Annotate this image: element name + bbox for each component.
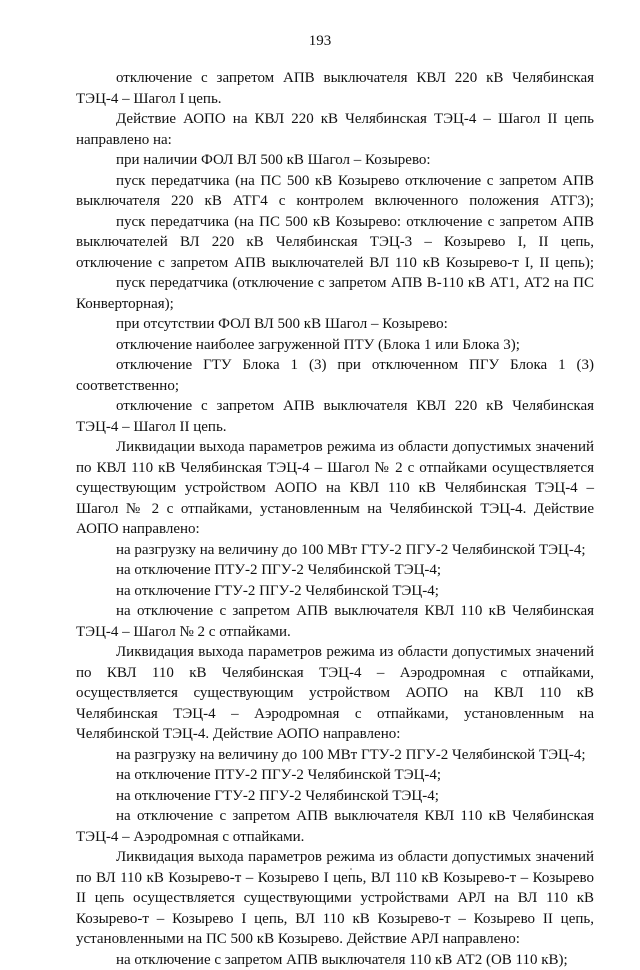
document-body — [76, 68, 594, 970]
text-line: ТЭЦ-4 – Аэродромная с отпайками. — [76, 827, 594, 848]
text-line: II цепь осуществляется существующими устройствами АРЛ на ВЛ 110 кВ — [76, 888, 594, 909]
text-line: на отключение с запретом АПВ выключателя КВЛ 110 кВ Челябинская — [76, 806, 594, 827]
text-line: ТЭЦ-4 – Шагол № 2 с отпайками. — [76, 622, 594, 643]
text-line: Козырево-т – Козырево I цепь, ВЛ 110 кВ Козырево-т – Козырево II цепь, — [76, 909, 594, 930]
text-line: при отсутствии ФОЛ ВЛ 500 кВ Шагол – Козырево: — [76, 314, 594, 335]
text-line: на отключение с запретом АПВ выключателя КВЛ 110 кВ Челябинская — [76, 601, 594, 622]
text-line: направлено на: — [76, 130, 594, 151]
text-line: Челябинская ТЭЦ-4 – Аэродромная с отпайками, установленным на — [76, 704, 594, 725]
page-number: 193 — [0, 33, 640, 50]
text-line: на отключение ГТУ-2 ПГУ-2 Челябинской ТЭЦ-4; — [76, 786, 594, 807]
text-line: Ликвидация выхода параметров режима из области допустимых значений — [76, 642, 594, 663]
text-line: по ВЛ 110 кВ Козырево-т – Козырево I цепь, ВЛ 110 кВ Козырево-т – Козырево — [76, 868, 594, 889]
text-line: пуск передатчика (на ПС 500 кВ Козырево: отключение с запретом АПВ — [76, 212, 594, 233]
text-line: существующим устройством АОПО на КВЛ 110 кВ Челябинская ТЭЦ-4 – — [76, 478, 594, 499]
text-line: отключение наиболее загруженной ПТУ (Блока 1 или Блока 3); — [76, 335, 594, 356]
text-line: пуск передатчика (отключение с запретом АПВ В-110 кВ АТ1, АТ2 на ПС — [76, 273, 594, 294]
text-line: соответственно; — [76, 376, 594, 397]
text-line: на отключение ПТУ-2 ПГУ-2 Челябинской ТЭЦ-4; — [76, 765, 594, 786]
text-line: отключение с запретом АПВ выключателя КВЛ 220 кВ Челябинская — [76, 68, 594, 89]
text-line: выключателя 220 кВ АТГ4 с контролем включенного положения АТГ3); — [76, 191, 594, 212]
text-line: Конверторная); — [76, 294, 594, 315]
text-line: осуществляется существующим устройством АОПО на КВЛ 110 кВ — [76, 683, 594, 704]
text-line: Шагол № 2 с отпайками, установленным на Челябинской ТЭЦ-4. Действие — [76, 499, 594, 520]
text-line: на разгрузку на величину до 100 МВт ГТУ-2 ПГУ-2 Челябинской ТЭЦ-4; — [76, 745, 594, 766]
text-line: ТЭЦ-4 – Шагол II цепь. — [76, 417, 594, 438]
text-line: отключение с запретом АПВ выключателя КВЛ 220 кВ Челябинская — [76, 396, 594, 417]
text-line: отключение с запретом АПВ выключателей ВЛ 110 кВ Козырево-т I, II цепь); — [76, 253, 594, 274]
text-line: отключение ГТУ Блока 1 (3) при отключенном ПГУ Блока 1 (3) — [76, 355, 594, 376]
text-line: Действие АОПО на КВЛ 220 кВ Челябинская ТЭЦ-4 – Шагол II цепь — [76, 109, 594, 130]
scan-speck — [350, 868, 352, 870]
text-line: установленными на ПС 500 кВ Козырево. Действие АРЛ направлено: — [76, 929, 594, 950]
text-line: пуск передатчика (на ПС 500 кВ Козырево отключение с запретом АПВ — [76, 171, 594, 192]
text-line: Челябинской ТЭЦ-4. Действие АОПО направлено: — [76, 724, 594, 745]
text-line: ТЭЦ-4 – Шагол I цепь. — [76, 89, 594, 110]
text-line: Ликвидации выхода параметров режима из области допустимых значений — [76, 437, 594, 458]
text-line: на отключение с запретом АПВ выключателя 110 кВ АТ2 (ОВ 110 кВ); — [76, 950, 594, 970]
text-line: по КВЛ 110 кВ Челябинская ТЭЦ-4 – Шагол № 2 с отпайками осуществляется — [76, 458, 594, 479]
text-line: АОПО направлено: — [76, 519, 594, 540]
text-line: на отключение ПТУ-2 ПГУ-2 Челябинской ТЭЦ-4; — [76, 560, 594, 581]
text-line: при наличии ФОЛ ВЛ 500 кВ Шагол – Козырево: — [76, 150, 594, 171]
text-line: на отключение ГТУ-2 ПГУ-2 Челябинской ТЭЦ-4; — [76, 581, 594, 602]
text-line: выключателей ВЛ 220 кВ Челябинская ТЭЦ-3 – Козырево I, II цепь, — [76, 232, 594, 253]
text-line: по КВЛ 110 кВ Челябинская ТЭЦ-4 – Аэродромная с отпайками, — [76, 663, 594, 684]
text-line: Ликвидация выхода параметров режима из области допустимых значений — [76, 847, 594, 868]
text-line: на разгрузку на величину до 100 МВт ГТУ-2 ПГУ-2 Челябинской ТЭЦ-4; — [76, 540, 594, 561]
